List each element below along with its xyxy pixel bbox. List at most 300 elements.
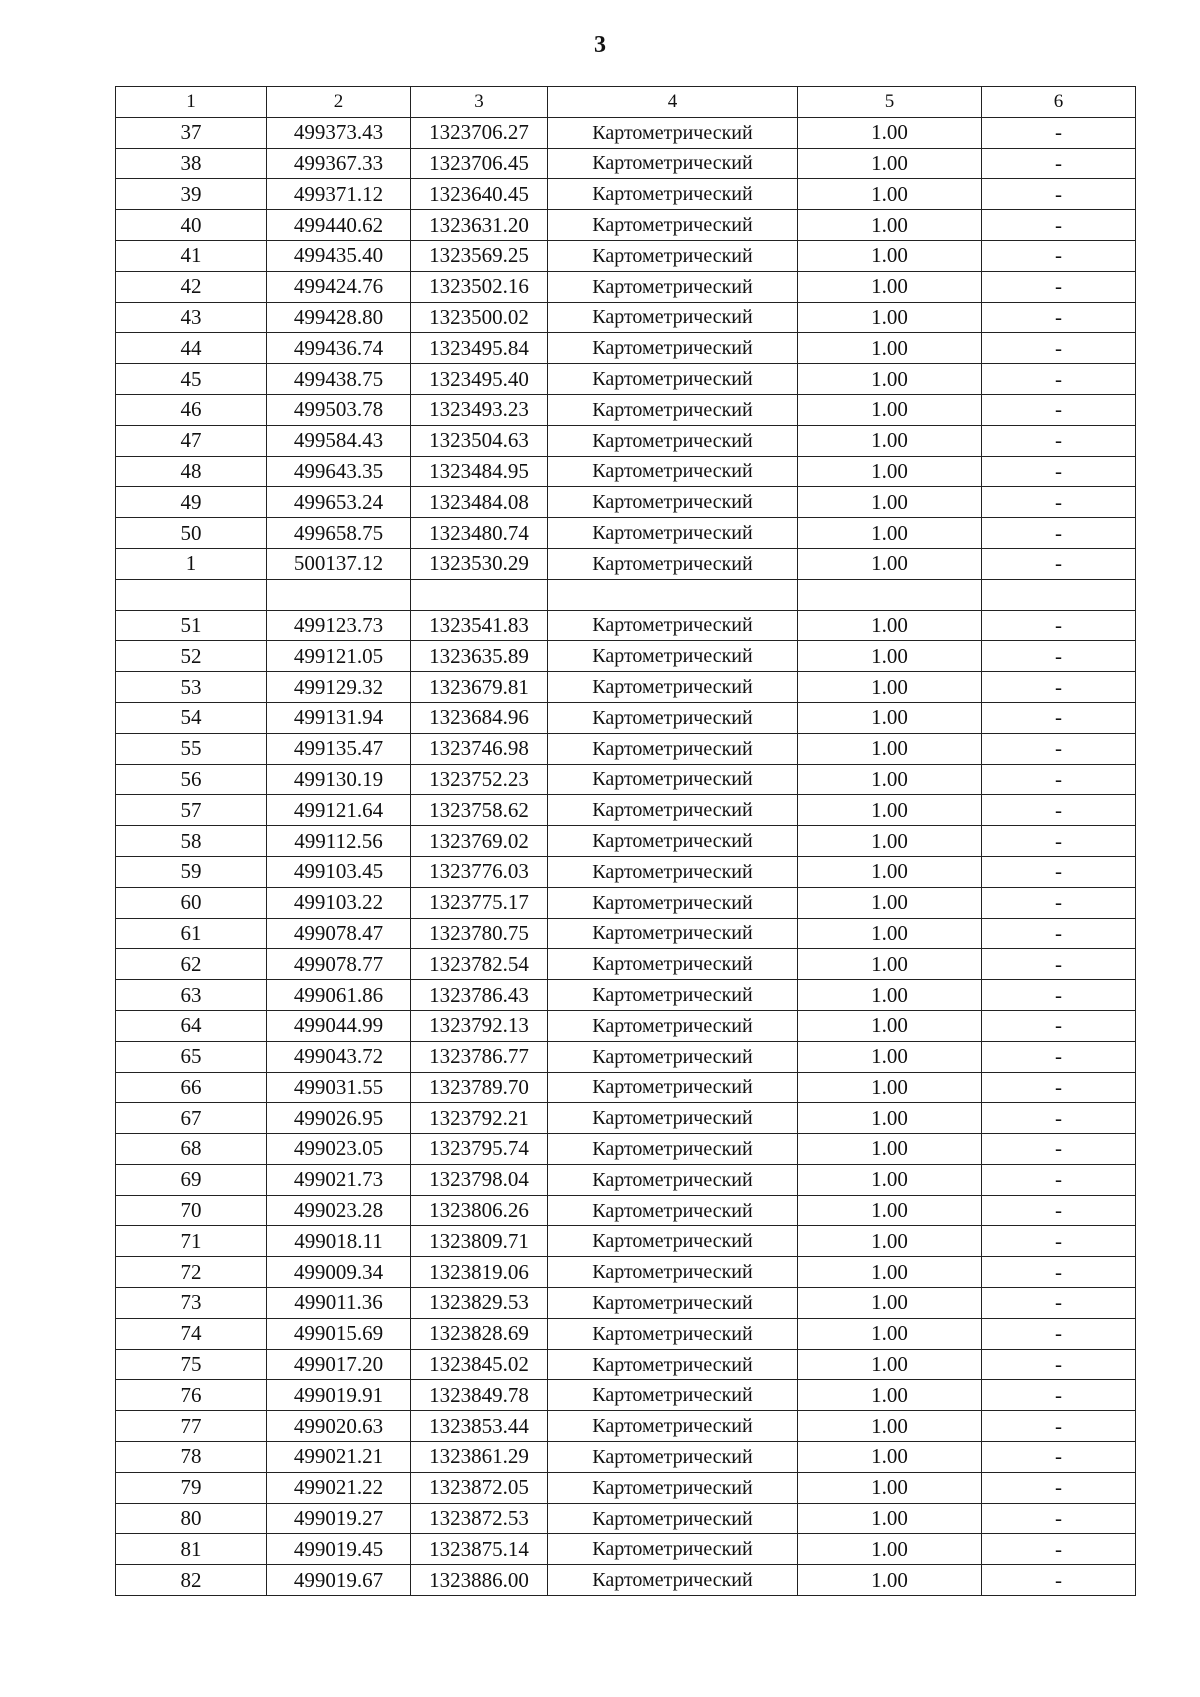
cell-coord-x: 499135.47	[267, 733, 411, 764]
cell-note: -	[982, 1041, 1136, 1072]
cell-note: -	[982, 610, 1136, 641]
cell-coord-x: 500137.12	[267, 548, 411, 579]
cell-point-number: 38	[116, 148, 267, 179]
table-row	[116, 1195, 1136, 1226]
cell-note: -	[982, 1565, 1136, 1596]
cell-method: Картометрический	[548, 364, 798, 395]
table-row	[116, 271, 1136, 302]
cell-coord-y: 1323631.20	[411, 210, 548, 241]
cell-accuracy: 1.00	[798, 518, 982, 549]
table-row	[116, 702, 1136, 733]
cell-accuracy: 1.00	[798, 425, 982, 456]
cell-accuracy: 1.00	[798, 333, 982, 364]
table-row	[116, 610, 1136, 641]
cell-coord-y: 1323775.17	[411, 887, 548, 918]
cell-coord-x: 499018.11	[267, 1226, 411, 1257]
cell-accuracy: 1.00	[798, 733, 982, 764]
cell-note: -	[982, 271, 1136, 302]
cell-coord-x: 499078.77	[267, 949, 411, 980]
cell-point-number: 40	[116, 210, 267, 241]
cell-accuracy: 1.00	[798, 1503, 982, 1534]
cell-accuracy: 1.00	[798, 148, 982, 179]
cell-coord-y: 1323809.71	[411, 1226, 548, 1257]
cell-method: Картометрический	[548, 271, 798, 302]
cell-coord-y: 1323541.83	[411, 610, 548, 641]
cell-accuracy: 1.00	[798, 1134, 982, 1165]
cell-coord-x: 499019.45	[267, 1534, 411, 1565]
cell-point-number: 50	[116, 518, 267, 549]
cell-method: Картометрический	[548, 148, 798, 179]
cell-accuracy: 1.00	[798, 1472, 982, 1503]
cell-coord-y: 1323769.02	[411, 826, 548, 857]
cell-point-number: 52	[116, 641, 267, 672]
cell-coord-x: 499112.56	[267, 826, 411, 857]
cell-coord-x	[267, 579, 411, 610]
cell-coord-x: 499061.86	[267, 980, 411, 1011]
column-header-1: 1	[116, 87, 267, 118]
cell-method: Картометрический	[548, 487, 798, 518]
cell-point-number: 81	[116, 1534, 267, 1565]
cell-accuracy: 1.00	[798, 1010, 982, 1041]
cell-coord-y: 1323502.16	[411, 271, 548, 302]
cell-note: -	[982, 333, 1136, 364]
cell-coord-y: 1323786.77	[411, 1041, 548, 1072]
cell-accuracy: 1.00	[798, 456, 982, 487]
cell-point-number: 69	[116, 1164, 267, 1195]
cell-note: -	[982, 1288, 1136, 1319]
cell-coord-x: 499435.40	[267, 240, 411, 271]
cell-method: Картометрический	[548, 918, 798, 949]
cell-method: Картометрический	[548, 1103, 798, 1134]
cell-point-number: 43	[116, 302, 267, 333]
cell-method: Картометрический	[548, 1472, 798, 1503]
table-row	[116, 887, 1136, 918]
table-row	[116, 733, 1136, 764]
cell-coord-x: 499438.75	[267, 364, 411, 395]
cell-accuracy: 1.00	[798, 1195, 982, 1226]
table-row	[116, 672, 1136, 703]
cell-note: -	[982, 456, 1136, 487]
cell-point-number: 56	[116, 764, 267, 795]
table-body	[116, 87, 1136, 1596]
cell-coord-x: 499103.45	[267, 856, 411, 887]
table-row	[116, 456, 1136, 487]
table-row	[116, 394, 1136, 425]
cell-note: -	[982, 425, 1136, 456]
table-row	[116, 1288, 1136, 1319]
cell-method: Картометрический	[548, 1134, 798, 1165]
cell-method: Картометрический	[548, 1318, 798, 1349]
cell-coord-y: 1323758.62	[411, 795, 548, 826]
cell-coord-x: 499021.21	[267, 1442, 411, 1473]
cell-note: -	[982, 1226, 1136, 1257]
cell-coord-y: 1323635.89	[411, 641, 548, 672]
cell-coord-y: 1323828.69	[411, 1318, 548, 1349]
cell-coord-x: 499026.95	[267, 1103, 411, 1134]
cell-note: -	[982, 641, 1136, 672]
cell-accuracy: 1.00	[798, 1380, 982, 1411]
cell-accuracy: 1.00	[798, 980, 982, 1011]
cell-point-number: 73	[116, 1288, 267, 1319]
table-row	[116, 425, 1136, 456]
cell-accuracy: 1.00	[798, 394, 982, 425]
table-row	[116, 1565, 1136, 1596]
cell-point-number: 46	[116, 394, 267, 425]
table-row	[116, 1349, 1136, 1380]
cell-coord-y: 1323819.06	[411, 1257, 548, 1288]
cell-accuracy: 1.00	[798, 117, 982, 148]
table-row	[116, 1534, 1136, 1565]
cell-coord-y: 1323789.70	[411, 1072, 548, 1103]
cell-coord-x: 499658.75	[267, 518, 411, 549]
cell-point-number: 49	[116, 487, 267, 518]
cell-coord-y: 1323795.74	[411, 1134, 548, 1165]
header-row	[116, 87, 1136, 118]
table-row	[116, 333, 1136, 364]
cell-coord-x: 499371.12	[267, 179, 411, 210]
cell-coord-x: 499043.72	[267, 1041, 411, 1072]
cell-coord-y: 1323872.05	[411, 1472, 548, 1503]
cell-note: -	[982, 1349, 1136, 1380]
cell-note: -	[982, 1318, 1136, 1349]
table-row	[116, 1318, 1136, 1349]
table-row	[116, 518, 1136, 549]
cell-coord-y: 1323640.45	[411, 179, 548, 210]
cell-method: Картометрический	[548, 949, 798, 980]
cell-note: -	[982, 949, 1136, 980]
cell-method: Картометрический	[548, 179, 798, 210]
table-row	[116, 148, 1136, 179]
cell-accuracy: 1.00	[798, 1041, 982, 1072]
cell-method: Картометрический	[548, 1288, 798, 1319]
cell-coord-x: 499017.20	[267, 1349, 411, 1380]
cell-method: Картометрический	[548, 333, 798, 364]
cell-coord-y: 1323504.63	[411, 425, 548, 456]
cell-coord-x: 499503.78	[267, 394, 411, 425]
cell-note: -	[982, 1411, 1136, 1442]
cell-point-number: 80	[116, 1503, 267, 1534]
cell-accuracy	[798, 579, 982, 610]
cell-coord-y: 1323684.96	[411, 702, 548, 733]
cell-accuracy: 1.00	[798, 1411, 982, 1442]
cell-note: -	[982, 1103, 1136, 1134]
cell-coord-x: 499129.32	[267, 672, 411, 703]
cell-accuracy: 1.00	[798, 887, 982, 918]
cell-point-number: 44	[116, 333, 267, 364]
column-header-4: 4	[548, 87, 798, 118]
cell-coord-y: 1323872.53	[411, 1503, 548, 1534]
cell-coord-x: 499121.64	[267, 795, 411, 826]
cell-point-number: 47	[116, 425, 267, 456]
cell-coord-x: 499021.22	[267, 1472, 411, 1503]
cell-note: -	[982, 1503, 1136, 1534]
cell-point-number: 58	[116, 826, 267, 857]
cell-coord-x: 499440.62	[267, 210, 411, 241]
cell-method: Картометрический	[548, 641, 798, 672]
cell-point-number: 77	[116, 1411, 267, 1442]
cell-coord-y: 1323679.81	[411, 672, 548, 703]
cell-coord-x: 499424.76	[267, 271, 411, 302]
cell-method: Картометрический	[548, 1503, 798, 1534]
cell-accuracy: 1.00	[798, 548, 982, 579]
cell-coord-x: 499031.55	[267, 1072, 411, 1103]
cell-method: Картометрический	[548, 425, 798, 456]
coordinates-table	[115, 86, 1136, 1596]
cell-method: Картометрический	[548, 394, 798, 425]
cell-note: -	[982, 179, 1136, 210]
cell-method: Картометрический	[548, 887, 798, 918]
table-row	[116, 1411, 1136, 1442]
cell-coord-y: 1323849.78	[411, 1380, 548, 1411]
table-row	[116, 364, 1136, 395]
cell-coord-x: 499015.69	[267, 1318, 411, 1349]
cell-point-number: 75	[116, 1349, 267, 1380]
cell-note: -	[982, 980, 1136, 1011]
cell-accuracy: 1.00	[798, 487, 982, 518]
cell-method: Картометрический	[548, 117, 798, 148]
cell-accuracy: 1.00	[798, 1226, 982, 1257]
cell-coord-x: 499103.22	[267, 887, 411, 918]
cell-note: -	[982, 1380, 1136, 1411]
cell-coord-y: 1323853.44	[411, 1411, 548, 1442]
cell-coord-x: 499023.05	[267, 1134, 411, 1165]
cell-point-number: 37	[116, 117, 267, 148]
cell-method: Картометрический	[548, 302, 798, 333]
cell-point-number: 78	[116, 1442, 267, 1473]
cell-method: Картометрический	[548, 1534, 798, 1565]
cell-coord-y: 1323493.23	[411, 394, 548, 425]
cell-note: -	[982, 887, 1136, 918]
cell-coord-y: 1323776.03	[411, 856, 548, 887]
cell-point-number: 68	[116, 1134, 267, 1165]
table-row	[116, 949, 1136, 980]
cell-coord-y: 1323569.25	[411, 240, 548, 271]
cell-note: -	[982, 548, 1136, 579]
table-row	[116, 1442, 1136, 1473]
cell-point-number: 63	[116, 980, 267, 1011]
cell-coord-x: 499019.67	[267, 1565, 411, 1596]
table-row	[116, 487, 1136, 518]
cell-note: -	[982, 1472, 1136, 1503]
cell-coord-y: 1323484.08	[411, 487, 548, 518]
cell-accuracy: 1.00	[798, 271, 982, 302]
cell-note: -	[982, 1257, 1136, 1288]
cell-point-number: 45	[116, 364, 267, 395]
cell-method: Картометрический	[548, 856, 798, 887]
cell-point-number: 53	[116, 672, 267, 703]
cell-note: -	[982, 240, 1136, 271]
cell-accuracy: 1.00	[798, 1103, 982, 1134]
cell-accuracy: 1.00	[798, 1164, 982, 1195]
table-row	[116, 1164, 1136, 1195]
cell-accuracy: 1.00	[798, 302, 982, 333]
cell-coord-y: 1323782.54	[411, 949, 548, 980]
cell-method: Картометрический	[548, 1380, 798, 1411]
cell-point-number: 64	[116, 1010, 267, 1041]
cell-accuracy: 1.00	[798, 764, 982, 795]
cell-coord-y: 1323786.43	[411, 980, 548, 1011]
cell-note: -	[982, 394, 1136, 425]
column-header-5: 5	[798, 87, 982, 118]
cell-note: -	[982, 302, 1136, 333]
cell-coord-x: 499367.33	[267, 148, 411, 179]
cell-coord-x: 499019.91	[267, 1380, 411, 1411]
cell-point-number: 72	[116, 1257, 267, 1288]
cell-coord-x: 499023.28	[267, 1195, 411, 1226]
table-row	[116, 1072, 1136, 1103]
cell-accuracy: 1.00	[798, 240, 982, 271]
cell-method: Картометрический	[548, 240, 798, 271]
cell-coord-y: 1323845.02	[411, 1349, 548, 1380]
cell-point-number: 60	[116, 887, 267, 918]
cell-note: -	[982, 918, 1136, 949]
cell-note: -	[982, 795, 1136, 826]
cell-point-number: 65	[116, 1041, 267, 1072]
cell-point-number: 39	[116, 179, 267, 210]
page-number: 3	[594, 32, 606, 58]
cell-method: Картометрический	[548, 764, 798, 795]
cell-note: -	[982, 764, 1136, 795]
cell-coord-y: 1323829.53	[411, 1288, 548, 1319]
cell-coord-x: 499584.43	[267, 425, 411, 456]
cell-accuracy: 1.00	[798, 1318, 982, 1349]
cell-coord-y: 1323484.95	[411, 456, 548, 487]
cell-coord-y: 1323495.84	[411, 333, 548, 364]
cell-coord-y	[411, 579, 548, 610]
column-header-2: 2	[267, 87, 411, 118]
cell-coord-x: 499373.43	[267, 117, 411, 148]
cell-accuracy: 1.00	[798, 1288, 982, 1319]
cell-point-number: 62	[116, 949, 267, 980]
cell-note: -	[982, 148, 1136, 179]
cell-method: Картометрический	[548, 672, 798, 703]
cell-accuracy: 1.00	[798, 364, 982, 395]
cell-point-number: 1	[116, 548, 267, 579]
cell-note: -	[982, 487, 1136, 518]
cell-point-number: 42	[116, 271, 267, 302]
cell-point-number: 54	[116, 702, 267, 733]
cell-coord-x: 499021.73	[267, 1164, 411, 1195]
cell-method: Картометрический	[548, 1041, 798, 1072]
cell-note: -	[982, 518, 1136, 549]
cell-point-number: 51	[116, 610, 267, 641]
cell-coord-x: 499019.27	[267, 1503, 411, 1534]
cell-accuracy: 1.00	[798, 1565, 982, 1596]
cell-point-number: 79	[116, 1472, 267, 1503]
cell-note: -	[982, 1534, 1136, 1565]
column-header-3: 3	[411, 87, 548, 118]
cell-method: Картометрический	[548, 1226, 798, 1257]
cell-accuracy: 1.00	[798, 918, 982, 949]
cell-method: Картометрический	[548, 980, 798, 1011]
cell-note: -	[982, 364, 1136, 395]
cell-coord-y: 1323861.29	[411, 1442, 548, 1473]
table-row	[116, 1041, 1136, 1072]
table-row	[116, 795, 1136, 826]
cell-point-number: 67	[116, 1103, 267, 1134]
cell-method: Картометрический	[548, 1565, 798, 1596]
cell-method: Картометрический	[548, 548, 798, 579]
table-row	[116, 117, 1136, 148]
cell-note: -	[982, 733, 1136, 764]
cell-accuracy: 1.00	[798, 949, 982, 980]
cell-point-number: 74	[116, 1318, 267, 1349]
table-row	[116, 856, 1136, 887]
table-row	[116, 1503, 1136, 1534]
table-row	[116, 302, 1136, 333]
cell-accuracy: 1.00	[798, 795, 982, 826]
table-row	[116, 240, 1136, 271]
cell-note: -	[982, 1010, 1136, 1041]
cell-coord-y: 1323746.98	[411, 733, 548, 764]
table-row	[116, 980, 1136, 1011]
cell-note	[982, 579, 1136, 610]
cell-coord-y: 1323480.74	[411, 518, 548, 549]
cell-note: -	[982, 117, 1136, 148]
cell-method: Картометрический	[548, 610, 798, 641]
cell-accuracy: 1.00	[798, 702, 982, 733]
cell-note: -	[982, 1442, 1136, 1473]
cell-coord-y: 1323792.13	[411, 1010, 548, 1041]
table-row	[116, 1134, 1136, 1165]
table-row	[116, 1257, 1136, 1288]
cell-coord-y: 1323806.26	[411, 1195, 548, 1226]
cell-method: Картометрический	[548, 702, 798, 733]
cell-coord-x: 499121.05	[267, 641, 411, 672]
cell-point-number: 55	[116, 733, 267, 764]
cell-coord-x: 499044.99	[267, 1010, 411, 1041]
cell-method: Картометрический	[548, 1010, 798, 1041]
cell-coord-y: 1323792.21	[411, 1103, 548, 1134]
cell-coord-y: 1323495.40	[411, 364, 548, 395]
cell-coord-x: 499011.36	[267, 1288, 411, 1319]
cell-accuracy: 1.00	[798, 672, 982, 703]
table-row	[116, 1472, 1136, 1503]
cell-accuracy: 1.00	[798, 1257, 982, 1288]
cell-point-number: 61	[116, 918, 267, 949]
cell-method	[548, 579, 798, 610]
cell-note: -	[982, 1072, 1136, 1103]
cell-coord-y: 1323706.45	[411, 148, 548, 179]
cell-coord-y: 1323706.27	[411, 117, 548, 148]
cell-note: -	[982, 856, 1136, 887]
cell-coord-x: 499123.73	[267, 610, 411, 641]
cell-note: -	[982, 1195, 1136, 1226]
cell-method: Картометрический	[548, 795, 798, 826]
cell-note: -	[982, 826, 1136, 857]
cell-coord-y: 1323886.00	[411, 1565, 548, 1596]
cell-point-number: 41	[116, 240, 267, 271]
cell-point-number	[116, 579, 267, 610]
cell-accuracy: 1.00	[798, 1072, 982, 1103]
cell-point-number: 76	[116, 1380, 267, 1411]
cell-point-number: 71	[116, 1226, 267, 1257]
cell-method: Картометрический	[548, 1257, 798, 1288]
cell-point-number: 66	[116, 1072, 267, 1103]
cell-accuracy: 1.00	[798, 610, 982, 641]
cell-coord-y: 1323875.14	[411, 1534, 548, 1565]
cell-coord-x: 499653.24	[267, 487, 411, 518]
cell-coord-x: 499130.19	[267, 764, 411, 795]
cell-point-number: 70	[116, 1195, 267, 1226]
cell-method: Картометрический	[548, 1349, 798, 1380]
cell-method: Картометрический	[548, 1072, 798, 1103]
cell-coord-x: 499078.47	[267, 918, 411, 949]
cell-coord-y: 1323500.02	[411, 302, 548, 333]
cell-accuracy: 1.00	[798, 856, 982, 887]
cell-note: -	[982, 1164, 1136, 1195]
cell-point-number: 48	[116, 456, 267, 487]
